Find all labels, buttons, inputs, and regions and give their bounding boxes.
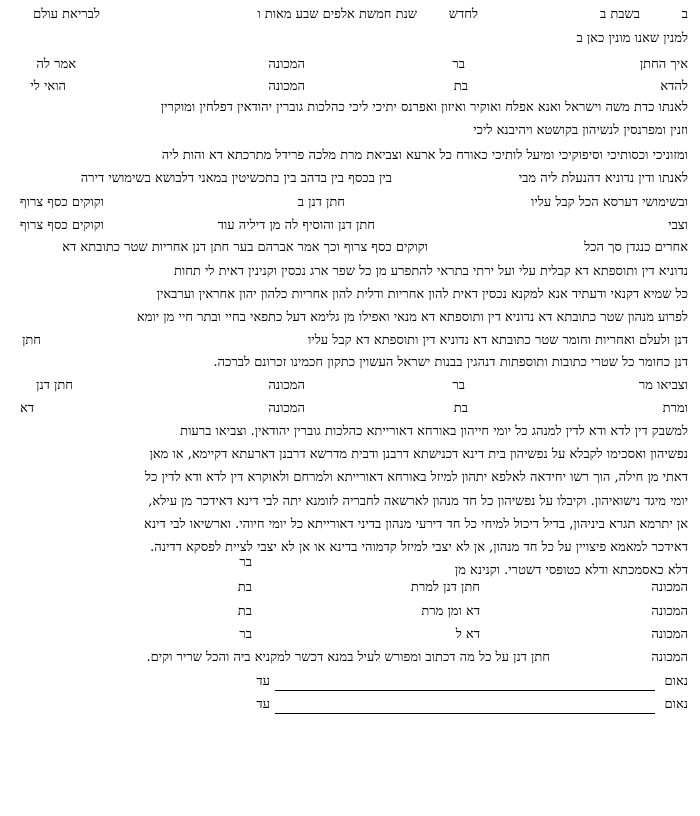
and-agreed: וצביאו מר (638, 378, 688, 393)
sig-groom: חתן דנן למרת (410, 580, 480, 595)
daughter: בת (453, 401, 468, 416)
groom-label: איך החתן (639, 57, 688, 72)
body-line: וקוקים כסף צרוף וכך אמר אברהם בער חתן דנן אחריות שטר כתובתא דא (62, 240, 428, 255)
groom-named: המכונה (268, 57, 305, 72)
bride-daughter: בת (453, 79, 468, 94)
and-mrs: ומרת (662, 401, 688, 416)
sig-to: דא ל (455, 627, 480, 642)
body-line: למשבק דין לדא ודא לדין למנהג כל יומי חייהון באורחא דאורייתא כהלכות גוברין יהודאין. וצביאו ברעות (180, 424, 688, 439)
witness-1-line (275, 690, 655, 691)
header-month: לחדש (448, 7, 478, 22)
body-line: כל שמיא דקנאי ודעתיד אנא למקנא נכסין דאית להון אחריות ודלית להון אחריות כלהון יהון אחראין וערבאין (156, 287, 688, 302)
body-line: לאנתו כדת משה וישראל ואנא אפלח ואוקיר ואיזון ואפרנס יתיכי ליכי כהלכות גוברין יהודאין דפלחין ומוקרין (160, 100, 688, 115)
body-line: יומי מיגד נישואיהון. וקיבלו על נפשיהון כל חד מנהון לארשאה לחבריה לזומנא יתה לבי דינא דאידכר מן עילא, (148, 494, 688, 509)
wife-became: לאנתו ודין נדוניא דהנעלת ליה מבי (518, 171, 688, 186)
zuz-b: וקוקים כסף צרוף (19, 218, 104, 233)
body-line: דנן כחומר כל שטרי כתובות ותוספתות דנהגין בבנות ישראל העשוין כתקון חכמינו זכרונם לברכה. (213, 355, 688, 370)
sig-son: בר (239, 627, 252, 642)
be-mine: הואי לי (30, 79, 66, 94)
to-bride: להדא (660, 79, 688, 94)
sig-mrs: דא ומן מרת (421, 604, 480, 619)
witness-says: נאום (664, 697, 688, 712)
total-sum: אחרים כנגדן סך הכל (584, 240, 688, 255)
sig-named: המכונה (651, 627, 688, 642)
header-weekday: בשבת ב (599, 7, 640, 22)
body-line: דאידכר למאמא פיצויין על כל חד מנהון, אן לא יצבי למיזל קדמוהי בדינא או אן לא יצבי לציית לפסקא דדינה. (150, 540, 688, 555)
bed-use: ובשימושי דערסא הכל קבל עליו (531, 195, 688, 210)
groom-a: חתן דנן ב (297, 195, 345, 210)
agreed: וצבי (668, 218, 688, 233)
sig-son: בר (239, 555, 252, 570)
son: בר (452, 378, 465, 393)
witness-label: עד (256, 697, 270, 712)
body-line: דלא כאסמכתא ודלא כטופסי דשטרי. וקנינא מן (454, 563, 688, 578)
witness-says: נאום (664, 674, 688, 689)
said: אמר לה (36, 57, 76, 72)
groom-word: חתן (22, 333, 41, 348)
body-line: דנן ולעלם ואחריות וחומר שטר כתובתא דא נדוניא דין ותוספתא דא קבל עליו (307, 333, 688, 348)
header-creation: לבריאת עולם (33, 7, 100, 22)
silver-gold: בין בכסף בין בדהב בין בתכשיטין במאני דלבושא בשימושי דירה (80, 171, 392, 186)
this-one: דא (19, 401, 34, 416)
body-line: וזנין ומפרנסין לנשיהון בקושטא ויהיבנא ליכי (473, 123, 688, 138)
sig-named: המכונה (651, 580, 688, 595)
body-line: ומזוניכי וכסותיכי וסיפוקיכי ומיעל לותיכי כאורח כל ארעא וצביאת מרת מלכה פרידל מתרכתא דא והות ליה (161, 148, 688, 163)
body-line: אן יתרמא תגרא ביניהון, בדיל דיכול למיחי כל חד דירעי מנהון בדיני דאורייתא כל יומי חיוהי. וארשיאו לבי דינא (144, 517, 688, 532)
bride-named: המכונה (268, 79, 305, 94)
witness-2-line (275, 713, 655, 714)
zuz-a: וקוקים כסף צרוף (19, 195, 104, 210)
sig-named: המכונה (651, 604, 688, 619)
named2: המכונה (268, 401, 305, 416)
body-line: לפרוע מנהון שטר כתובתא דא נדוניא דין ותוספתא דא מנאי ואפילו מן גלימא דעל כתפאי בחיי ובתר חיי מן יומא (136, 310, 688, 325)
header-year: שנת חמשת אלפים שבע מאות ו (257, 7, 417, 22)
body-line: נדוניא דין ותוספתא דא קבלית עלי ועל ירתי בתראי להתפרע מן כל שפר ארג נכסין וקנינין דאית לי תחות (173, 264, 688, 279)
sig-named: המכונה (651, 650, 688, 665)
named: המכונה (268, 378, 305, 393)
witness-label: עד (256, 674, 270, 689)
header-day: ב (681, 7, 688, 22)
body-line: דאתי מן חילה, הוך רשו יחידאה לאלפא יתהון למיזל באורחא דאורייתא ולמרחם ולאוקרא דין לדא ודא לדין כל (144, 470, 688, 485)
groom-here: חתן דנן (36, 378, 73, 393)
count-line: למנין שאנו מונין כאן ב (576, 31, 688, 46)
groom-b: חתן דנן והוסיף לה מן דיליה עוד (217, 218, 375, 233)
groom-son: בר (452, 57, 465, 72)
sig-daughter: בת (237, 604, 252, 619)
sig-daughter: בת (237, 580, 252, 595)
closing-line: חתן דנן על כל מה דכתוב ומפורש לעיל במנא דכשר למקניא ביה והכל שריר וקים. (146, 650, 550, 665)
body-line: נפשיהון ואסכימו לקבלא על נפשיהון בית דינא דכנישתא דרבנן ודבית מדרשא דרבנן דארעתא דקיימא, או מאן (149, 447, 688, 462)
